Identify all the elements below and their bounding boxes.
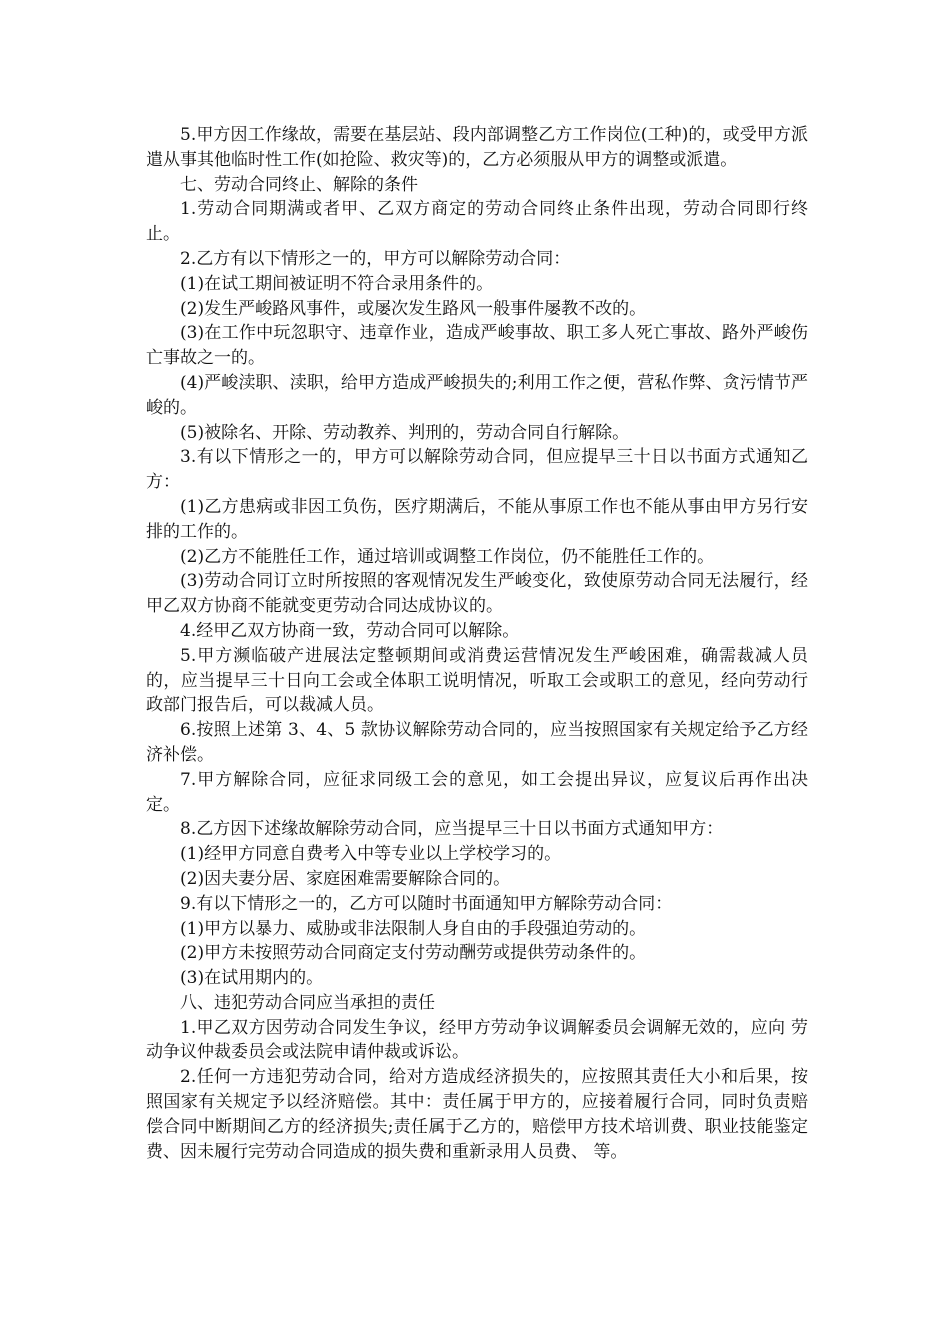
paragraph: 4.经甲乙双方协商一致，劳动合同可以解除。 xyxy=(180,620,520,641)
list-item: (1)经甲方同意自费考入中等专业以上学校学习的。 xyxy=(180,844,562,865)
list-item: (4)严峻渎职、渎职，给甲方造成严峻损失的;利用工作之便，营私作弊、贪污情节严峻的。 xyxy=(146,372,808,418)
document-page xyxy=(146,123,808,1164)
list-item: (2)因夫妻分居、家庭困难需要解除合同的。 xyxy=(180,868,511,889)
paragraph: 5.甲方濒临破产进展法定整顿期间或消费运营情况发生严峻困难，确需裁减人员的，应当提早三十日向工会或全体职工说明情况，听取工会或职工的意见，经向劳动行政部门报告后，可以裁减人员。 xyxy=(146,645,808,716)
list-item: (1)在试工期间被证明不符合录用条件的。 xyxy=(180,273,494,294)
paragraph: 1.劳动合同期满或者甲、乙双方商定的劳动合同终止条件出现，劳动合同即行终止。 xyxy=(146,199,808,245)
section-heading-termination: 七、劳动合同终止、解除的条件 xyxy=(180,174,418,195)
paragraph: 3.有以下情形之一的，甲方可以解除劳动合同，但应提早三十日以书面方式通知乙方： xyxy=(146,447,808,493)
paragraph: 8.乙方因下述缘故解除劳动合同，应当提早三十日以书面方式通知甲方： xyxy=(180,819,724,840)
paragraph: 6.按照上述第 3、4、5 款协议解除劳动合同的，应当按照国家有关规定给予乙方经济补偿。 xyxy=(146,720,808,765)
paragraph: 9.有以下情形之一的，乙方可以随时书面通知甲方解除劳动合同： xyxy=(180,893,673,914)
section-heading-liability: 八、违犯劳动合同应当承担的责任 xyxy=(180,992,435,1013)
list-item: (1)乙方患病或非因工负伤，医疗期满后，不能从事原工作也不能从事由甲方另行安排的工作的。 xyxy=(146,496,808,542)
list-item: (2)发生严峻路风事件，或屡次发生路风一般事件屡教不改的。 xyxy=(180,298,647,319)
paragraph: 2.任何一方违犯劳动合同，给对方造成经济损失的，应按照其责任大小和后果，按照国家有关规定予以经济赔偿。其中：责任属于甲方的，应接着履行合同，同时负责赔偿合同中断期间乙方的经济损失;责任属于乙方的，赔偿甲方技术培训费、职业技能鉴定费、因未履行完劳动合同造成的损失费和重新录用人员费、 等。 xyxy=(146,1067,808,1162)
list-item: (3)劳动合同订立时所按照的客观情况发生严峻变化，致使原劳动合同无法履行，经甲乙双方协商不能就变更劳动合同达成协议的。 xyxy=(146,571,808,617)
list-item: (2)甲方未按照劳动合同商定支付劳动酬劳或提供劳动条件的。 xyxy=(180,943,647,964)
list-item: (2)乙方不能胜任工作，通过培训或调整工作岗位，仍不能胜任工作的。 xyxy=(180,546,715,567)
paragraph: 2.乙方有以下情形之一的，甲方可以解除劳动合同： xyxy=(180,248,571,269)
list-item: (5)被除名、开除、劳动教养、判刑的，劳动合同自行解除。 xyxy=(180,422,630,443)
list-item: (1)甲方以暴力、威胁或非法限制人身自由的手段强迫劳动的。 xyxy=(180,918,647,939)
paragraph: 1.甲乙双方因劳动合同发生争议，经甲方劳动争议调解委员会调解无效的，应向 劳动争议仲裁委员会或法院申请仲裁或诉讼。 xyxy=(146,1017,808,1063)
paragraph-transfer-obey: 5.甲方因工作缘故，需要在基层站、段内部调整乙方工作岗位(工种)的，或受甲方派遣从事其他临时性工作(如抢险、救灾等)的，乙方必须服从甲方的调整或派遣。 xyxy=(146,125,808,170)
list-item: (3)在试用期内的。 xyxy=(180,968,324,989)
list-item: (3)在工作中玩忽职守、违章作业，造成严峻事故、职工多人死亡事故、路外严峻伤亡事故之一的。 xyxy=(146,323,808,369)
paragraph: 7.甲方解除合同，应征求同级工会的意见，如工会提出异议，应复议后再作出决定。 xyxy=(146,769,808,815)
